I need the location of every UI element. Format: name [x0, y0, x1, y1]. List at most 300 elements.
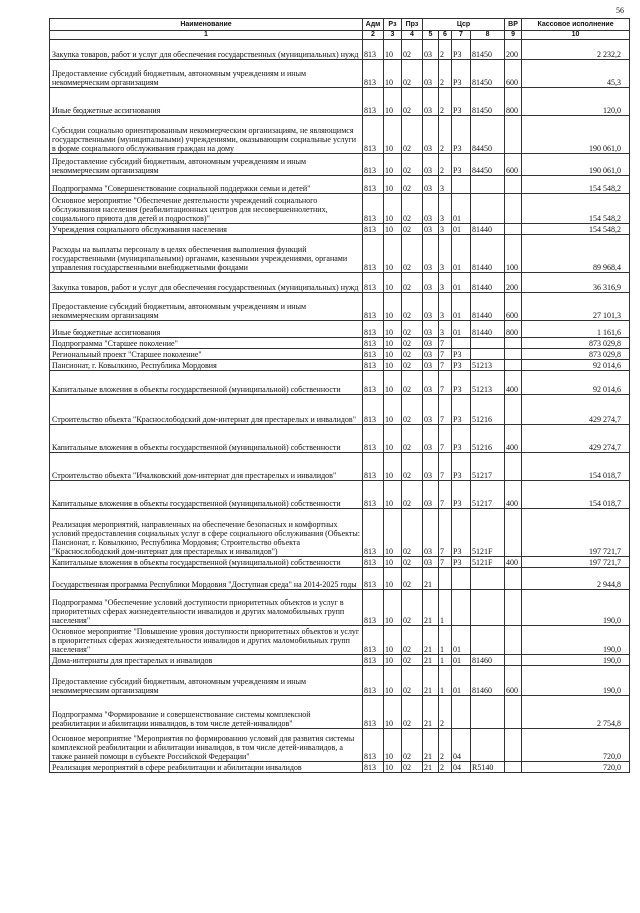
- cell-csr-direction: 81450: [471, 40, 505, 60]
- cell-adm: 813: [363, 224, 384, 235]
- cell-csr-program: 03: [423, 557, 439, 568]
- cell-prz: 02: [402, 360, 423, 371]
- cell-amount: 27 101,3: [522, 293, 630, 321]
- cell-csr-subprogram: 7: [439, 395, 452, 425]
- cell-adm: 813: [363, 453, 384, 481]
- cell-amount: 92 014,6: [522, 371, 630, 395]
- cell-rz: 10: [384, 235, 402, 273]
- cell-adm: 813: [363, 60, 384, 88]
- cell-csr-event: 01: [452, 293, 471, 321]
- cell-csr-subprogram: [439, 568, 452, 590]
- cell-rz: 10: [384, 395, 402, 425]
- cell-name: Основное мероприятие "Мероприятия по формированию условий для развития системы комплексной реабилитации и абилитации инвалидов, в том числе детей-инвалидов, а также ранней помощи в субъекте Российской Федерации": [50, 729, 363, 762]
- cell-csr-program: 21: [423, 666, 439, 696]
- cell-prz: 02: [402, 293, 423, 321]
- cell-amount: 429 274,7: [522, 425, 630, 453]
- cell-prz: 02: [402, 321, 423, 338]
- cell-csr-subprogram: 3: [439, 293, 452, 321]
- cell-rz: 10: [384, 293, 402, 321]
- table-row: [50, 481, 630, 509]
- cell-vr: 800: [505, 321, 522, 338]
- cell-csr-direction: 84450: [471, 154, 505, 176]
- cell-prz: 02: [402, 371, 423, 395]
- cell-prz: 02: [402, 116, 423, 154]
- cell-csr-direction: [471, 338, 505, 349]
- cell-csr-subprogram: 7: [439, 360, 452, 371]
- cell-adm: 813: [363, 568, 384, 590]
- cell-prz: 02: [402, 762, 423, 773]
- cell-prz: 02: [402, 154, 423, 176]
- cell-adm: 813: [363, 194, 384, 224]
- cell-csr-direction: [471, 590, 505, 626]
- cell-amount: 154 548,2: [522, 194, 630, 224]
- cell-prz: 02: [402, 590, 423, 626]
- cell-name: Закупка товаров, работ и услуг для обеспечения государственных (муниципальных) нужд: [50, 273, 363, 293]
- cell-csr-event: P3: [452, 453, 471, 481]
- cell-name: Предоставление субсидий бюджетным, автономным учреждениям и иным некоммерческим организациям: [50, 666, 363, 696]
- cell-rz: 10: [384, 425, 402, 453]
- cell-name: Иные бюджетные ассигнования: [50, 321, 363, 338]
- cell-csr-program: 03: [423, 321, 439, 338]
- col-number: 2: [363, 31, 384, 40]
- cell-amount: 2 944,8: [522, 568, 630, 590]
- cell-name: Основное мероприятие "Обеспечение деятельности учреждений социального обслуживания населения (реабилитационных центров для несовершеннолетних, социального приюта для детей и подростков)": [50, 194, 363, 224]
- cell-csr-event: [452, 590, 471, 626]
- cell-name: Расходы на выплаты персоналу в целях обеспечения выполнения функций государственными (муниципальными) органами, казенными учреждениями, органами управления государственными внебюджетными фондами: [50, 235, 363, 273]
- cell-prz: 02: [402, 88, 423, 116]
- cell-prz: 02: [402, 696, 423, 729]
- cell-csr-direction: 81460: [471, 655, 505, 666]
- table-row: [50, 696, 630, 729]
- cell-csr-subprogram: 2: [439, 729, 452, 762]
- cell-csr-direction: [471, 626, 505, 655]
- cell-name: Подпрограмма "Обеспечение условий доступности приоритетных объектов и услуг в приоритетных сферах жизнедеятельности инвалидов и других маломобильных групп населения": [50, 590, 363, 626]
- cell-rz: 10: [384, 338, 402, 349]
- table-row: [50, 60, 630, 88]
- cell-csr-subprogram: 7: [439, 453, 452, 481]
- cell-csr-program: 03: [423, 235, 439, 273]
- cell-vr: [505, 626, 522, 655]
- header-row: [50, 19, 630, 31]
- cell-name: Строительство объекта "Ичалковский дом-интернат для престарелых и инвалидов": [50, 453, 363, 481]
- cell-csr-event: 01: [452, 626, 471, 655]
- cell-amount: 720,0: [522, 729, 630, 762]
- cell-csr-event: P3: [452, 60, 471, 88]
- cell-vr: 800: [505, 88, 522, 116]
- cell-csr-direction: 81440: [471, 321, 505, 338]
- cell-prz: 02: [402, 626, 423, 655]
- cell-rz: 10: [384, 360, 402, 371]
- cell-vr: 600: [505, 154, 522, 176]
- cell-csr-direction: 5121F: [471, 557, 505, 568]
- cell-name: Закупка товаров, работ и услуг для обеспечения государственных (муниципальных) нужд: [50, 40, 363, 60]
- cell-csr-program: 03: [423, 509, 439, 557]
- cell-vr: [505, 224, 522, 235]
- cell-csr-subprogram: 2: [439, 88, 452, 116]
- cell-csr-direction: 51217: [471, 453, 505, 481]
- cell-amount: 190,0: [522, 590, 630, 626]
- cell-rz: 10: [384, 762, 402, 773]
- cell-csr-direction: 81440: [471, 235, 505, 273]
- table-row: [50, 349, 630, 360]
- column-number-row: [50, 31, 630, 40]
- cell-csr-event: [452, 176, 471, 194]
- cell-amount: 120,0: [522, 88, 630, 116]
- cell-vr: [505, 349, 522, 360]
- cell-csr-subprogram: 1: [439, 626, 452, 655]
- cell-csr-program: 21: [423, 729, 439, 762]
- cell-vr: [505, 590, 522, 626]
- cell-vr: 400: [505, 371, 522, 395]
- cell-csr-program: 03: [423, 60, 439, 88]
- cell-csr-event: 01: [452, 224, 471, 235]
- cell-vr: 400: [505, 425, 522, 453]
- cell-rz: 10: [384, 224, 402, 235]
- cell-adm: 813: [363, 349, 384, 360]
- cell-adm: 813: [363, 425, 384, 453]
- cell-name: Капитальные вложения в объекты государственной (муниципальной) собственности: [50, 557, 363, 568]
- cell-adm: 813: [363, 626, 384, 655]
- cell-csr-subprogram: 2: [439, 60, 452, 88]
- cell-amount: 1 161,6: [522, 321, 630, 338]
- cell-name: Дома-интернаты для престарелых и инвалидов: [50, 655, 363, 666]
- cell-name: Капитальные вложения в объекты государственной (муниципальной) собственности: [50, 425, 363, 453]
- cell-adm: 813: [363, 509, 384, 557]
- cell-name: Капитальные вложения в объекты государственной (муниципальной) собственности: [50, 481, 363, 509]
- cell-csr-program: 03: [423, 273, 439, 293]
- cell-adm: 813: [363, 235, 384, 273]
- cell-rz: 10: [384, 481, 402, 509]
- cell-csr-subprogram: 3: [439, 235, 452, 273]
- cell-csr-direction: R5140: [471, 762, 505, 773]
- cell-name: Подпрограмма "Формирование и совершенствование системы комплексной реабилитации и абилитации инвалидов, в том числе детей-инвалидов": [50, 696, 363, 729]
- cell-rz: 10: [384, 696, 402, 729]
- cell-rz: 10: [384, 88, 402, 116]
- cell-csr-event: P3: [452, 557, 471, 568]
- cell-prz: 02: [402, 729, 423, 762]
- cell-adm: 813: [363, 176, 384, 194]
- cell-vr: 600: [505, 60, 522, 88]
- cell-rz: 10: [384, 509, 402, 557]
- cell-adm: 813: [363, 293, 384, 321]
- cell-csr-event: 01: [452, 235, 471, 273]
- cell-prz: 02: [402, 273, 423, 293]
- cell-csr-event: [452, 696, 471, 729]
- cell-csr-subprogram: 7: [439, 349, 452, 360]
- cell-vr: 400: [505, 481, 522, 509]
- cell-adm: 813: [363, 273, 384, 293]
- cell-vr: 600: [505, 293, 522, 321]
- cell-name: Предоставление субсидий бюджетным, автономным учреждениям и иным некоммерческим организациям: [50, 154, 363, 176]
- header-csr: Цср: [423, 19, 505, 31]
- table-row: [50, 176, 630, 194]
- cell-rz: 10: [384, 729, 402, 762]
- cell-csr-direction: 81460: [471, 666, 505, 696]
- cell-adm: 813: [363, 590, 384, 626]
- cell-csr-program: 03: [423, 453, 439, 481]
- cell-vr: [505, 176, 522, 194]
- cell-name: Подпрограмма "Старшее поколение": [50, 338, 363, 349]
- cell-csr-direction: 81440: [471, 273, 505, 293]
- cell-prz: 02: [402, 481, 423, 509]
- cell-amount: 2 232,2: [522, 40, 630, 60]
- cell-prz: 02: [402, 60, 423, 88]
- cell-amount: 92 014,6: [522, 360, 630, 371]
- cell-vr: [505, 729, 522, 762]
- cell-adm: 813: [363, 666, 384, 696]
- table-row: [50, 453, 630, 481]
- cell-rz: 10: [384, 666, 402, 696]
- cell-name: Предоставление субсидий бюджетным, автономным учреждениям и иным некоммерческим организациям: [50, 60, 363, 88]
- cell-name: Предоставление субсидий бюджетным, автономным учреждениям и иным некоммерческим организациям: [50, 293, 363, 321]
- cell-amount: 190,0: [522, 626, 630, 655]
- cell-rz: 10: [384, 626, 402, 655]
- table-row: [50, 235, 630, 273]
- cell-name: Учреждения социального обслуживания населения: [50, 224, 363, 235]
- cell-csr-subprogram: 7: [439, 425, 452, 453]
- cell-csr-program: 03: [423, 88, 439, 116]
- cell-csr-direction: 51216: [471, 395, 505, 425]
- cell-csr-direction: 51213: [471, 371, 505, 395]
- header-adm: Адм: [363, 19, 384, 31]
- cell-vr: [505, 395, 522, 425]
- cell-csr-program: 03: [423, 176, 439, 194]
- cell-csr-program: 21: [423, 762, 439, 773]
- col-number: 7: [452, 31, 471, 40]
- cell-csr-event: P3: [452, 40, 471, 60]
- cell-csr-program: 21: [423, 590, 439, 626]
- table-row: [50, 729, 630, 762]
- cell-rz: 10: [384, 590, 402, 626]
- cell-adm: 813: [363, 154, 384, 176]
- cell-csr-direction: 81440: [471, 293, 505, 321]
- cell-amount: 154 018,7: [522, 481, 630, 509]
- cell-csr-subprogram: 7: [439, 481, 452, 509]
- cell-csr-program: 03: [423, 224, 439, 235]
- budget-table: [49, 18, 630, 773]
- table-row: [50, 395, 630, 425]
- cell-prz: 02: [402, 338, 423, 349]
- table-row: [50, 154, 630, 176]
- cell-csr-program: 03: [423, 349, 439, 360]
- cell-csr-subprogram: 2: [439, 154, 452, 176]
- cell-amount: 873 029,8: [522, 349, 630, 360]
- header-vr: ВР: [505, 19, 522, 31]
- cell-vr: [505, 116, 522, 154]
- cell-csr-event: 01: [452, 655, 471, 666]
- cell-csr-program: 03: [423, 154, 439, 176]
- cell-csr-program: 03: [423, 360, 439, 371]
- cell-csr-subprogram: 3: [439, 321, 452, 338]
- table-row: [50, 116, 630, 154]
- cell-rz: 10: [384, 371, 402, 395]
- cell-csr-program: 03: [423, 395, 439, 425]
- cell-csr-subprogram: 3: [439, 194, 452, 224]
- cell-adm: 813: [363, 655, 384, 666]
- cell-csr-program: 03: [423, 194, 439, 224]
- table-row: [50, 293, 630, 321]
- col-number: 9: [505, 31, 522, 40]
- table-row: [50, 40, 630, 60]
- cell-csr-event: P3: [452, 88, 471, 116]
- cell-amount: 197 721,7: [522, 509, 630, 557]
- cell-csr-event: 01: [452, 666, 471, 696]
- cell-csr-direction: 51213: [471, 360, 505, 371]
- cell-prz: 02: [402, 176, 423, 194]
- cell-csr-direction: [471, 568, 505, 590]
- cell-csr-subprogram: 1: [439, 655, 452, 666]
- cell-csr-event: [452, 568, 471, 590]
- col-number: 5: [423, 31, 439, 40]
- cell-csr-direction: 84450: [471, 116, 505, 154]
- cell-amount: 190,0: [522, 666, 630, 696]
- cell-csr-event: [452, 338, 471, 349]
- cell-csr-program: 03: [423, 481, 439, 509]
- cell-csr-subprogram: 3: [439, 273, 452, 293]
- cell-csr-subprogram: 3: [439, 176, 452, 194]
- cell-csr-subprogram: 2: [439, 116, 452, 154]
- cell-adm: 813: [363, 40, 384, 60]
- cell-prz: 02: [402, 349, 423, 360]
- cell-amount: 154 018,7: [522, 453, 630, 481]
- cell-vr: [505, 568, 522, 590]
- cell-vr: [505, 696, 522, 729]
- cell-name: Государственная программа Республики Мордовия "Доступная среда" на 2014-2025 годы: [50, 568, 363, 590]
- cell-amount: 720,0: [522, 762, 630, 773]
- cell-vr: 400: [505, 557, 522, 568]
- cell-csr-subprogram: 7: [439, 371, 452, 395]
- cell-amount: 36 316,9: [522, 273, 630, 293]
- cell-csr-program: 03: [423, 40, 439, 60]
- cell-vr: [505, 453, 522, 481]
- col-number: 1: [50, 31, 363, 40]
- cell-rz: 10: [384, 194, 402, 224]
- cell-vr: [505, 762, 522, 773]
- cell-csr-subprogram: 2: [439, 762, 452, 773]
- table-row: [50, 425, 630, 453]
- cell-csr-program: 21: [423, 626, 439, 655]
- cell-csr-program: 03: [423, 371, 439, 395]
- cell-prz: 02: [402, 509, 423, 557]
- cell-csr-program: 03: [423, 293, 439, 321]
- cell-csr-direction: [471, 176, 505, 194]
- cell-amount: 197 721,7: [522, 557, 630, 568]
- cell-prz: 02: [402, 40, 423, 60]
- cell-csr-event: P3: [452, 154, 471, 176]
- cell-amount: 190 061,0: [522, 154, 630, 176]
- table-row: [50, 590, 630, 626]
- cell-amount: 190 061,0: [522, 116, 630, 154]
- cell-csr-direction: 51216: [471, 425, 505, 453]
- cell-prz: 02: [402, 568, 423, 590]
- cell-rz: 10: [384, 154, 402, 176]
- cell-csr-subprogram: 7: [439, 338, 452, 349]
- cell-amount: 154 548,2: [522, 176, 630, 194]
- cell-csr-event: P3: [452, 349, 471, 360]
- table-row: [50, 509, 630, 557]
- cell-rz: 10: [384, 40, 402, 60]
- cell-rz: 10: [384, 453, 402, 481]
- header-name: Наименование: [50, 19, 363, 31]
- table-row: [50, 194, 630, 224]
- col-number: 3: [384, 31, 402, 40]
- cell-name: Иные бюджетные ассигнования: [50, 88, 363, 116]
- cell-csr-event: 04: [452, 729, 471, 762]
- cell-rz: 10: [384, 655, 402, 666]
- cell-csr-event: 01: [452, 273, 471, 293]
- cell-csr-direction: 51217: [471, 481, 505, 509]
- cell-vr: [505, 338, 522, 349]
- header-amount: Кассовое исполнение: [522, 19, 630, 31]
- cell-adm: 813: [363, 360, 384, 371]
- cell-rz: 10: [384, 557, 402, 568]
- cell-rz: 10: [384, 321, 402, 338]
- table-row: [50, 568, 630, 590]
- table-row: [50, 88, 630, 116]
- cell-csr-program: 21: [423, 655, 439, 666]
- cell-adm: 813: [363, 696, 384, 729]
- cell-name: Пансионат, г. Ковылкино, Республика Мордовия: [50, 360, 363, 371]
- cell-adm: 813: [363, 557, 384, 568]
- cell-csr-event: 01: [452, 194, 471, 224]
- cell-csr-direction: 81450: [471, 88, 505, 116]
- cell-vr: 100: [505, 235, 522, 273]
- table-row: [50, 762, 630, 773]
- table-body: [50, 40, 630, 773]
- table-row: [50, 626, 630, 655]
- cell-name: Подпрограмма "Совершенствование социальной поддержки семьи и детей": [50, 176, 363, 194]
- cell-vr: [505, 360, 522, 371]
- col-number: 6: [439, 31, 452, 40]
- cell-adm: 813: [363, 116, 384, 154]
- table-row: [50, 655, 630, 666]
- cell-prz: 02: [402, 395, 423, 425]
- table-row: [50, 273, 630, 293]
- table-row: [50, 371, 630, 395]
- cell-amount: 429 274,7: [522, 395, 630, 425]
- cell-csr-direction: 5121F: [471, 509, 505, 557]
- cell-csr-event: P3: [452, 425, 471, 453]
- cell-csr-event: 04: [452, 762, 471, 773]
- cell-csr-direction: [471, 696, 505, 729]
- table-row: [50, 338, 630, 349]
- cell-amount: 154 548,2: [522, 224, 630, 235]
- cell-vr: [505, 194, 522, 224]
- cell-csr-program: 03: [423, 425, 439, 453]
- table-row: [50, 666, 630, 696]
- cell-adm: 813: [363, 395, 384, 425]
- cell-csr-subprogram: 3: [439, 224, 452, 235]
- cell-vr: 200: [505, 40, 522, 60]
- cell-amount: 190,0: [522, 655, 630, 666]
- cell-csr-program: 21: [423, 696, 439, 729]
- cell-adm: 813: [363, 481, 384, 509]
- cell-csr-direction: 81440: [471, 224, 505, 235]
- page-number: 56: [616, 6, 624, 15]
- cell-csr-event: P3: [452, 371, 471, 395]
- cell-name: Субсидии социально ориентированным некоммерческим организациям, не являющимся государственными (муниципальными) учреждениями, оказывающим социальные услуги в форме социального обслуживания граждан на дому: [50, 116, 363, 154]
- cell-csr-event: P3: [452, 481, 471, 509]
- cell-name: Основное мероприятие "Повышение уровня доступности приоритетных объектов и услуг в приоритетных сферах жизнедеятельности инвалидов и других маломобильных групп населения": [50, 626, 363, 655]
- cell-name: Региональный проект "Старшее поколение": [50, 349, 363, 360]
- cell-amount: 2 754,8: [522, 696, 630, 729]
- cell-csr-event: P3: [452, 360, 471, 371]
- cell-adm: 813: [363, 729, 384, 762]
- cell-vr: [505, 509, 522, 557]
- cell-csr-subprogram: 1: [439, 590, 452, 626]
- header-prz: Прз: [402, 19, 423, 31]
- cell-csr-subprogram: 7: [439, 509, 452, 557]
